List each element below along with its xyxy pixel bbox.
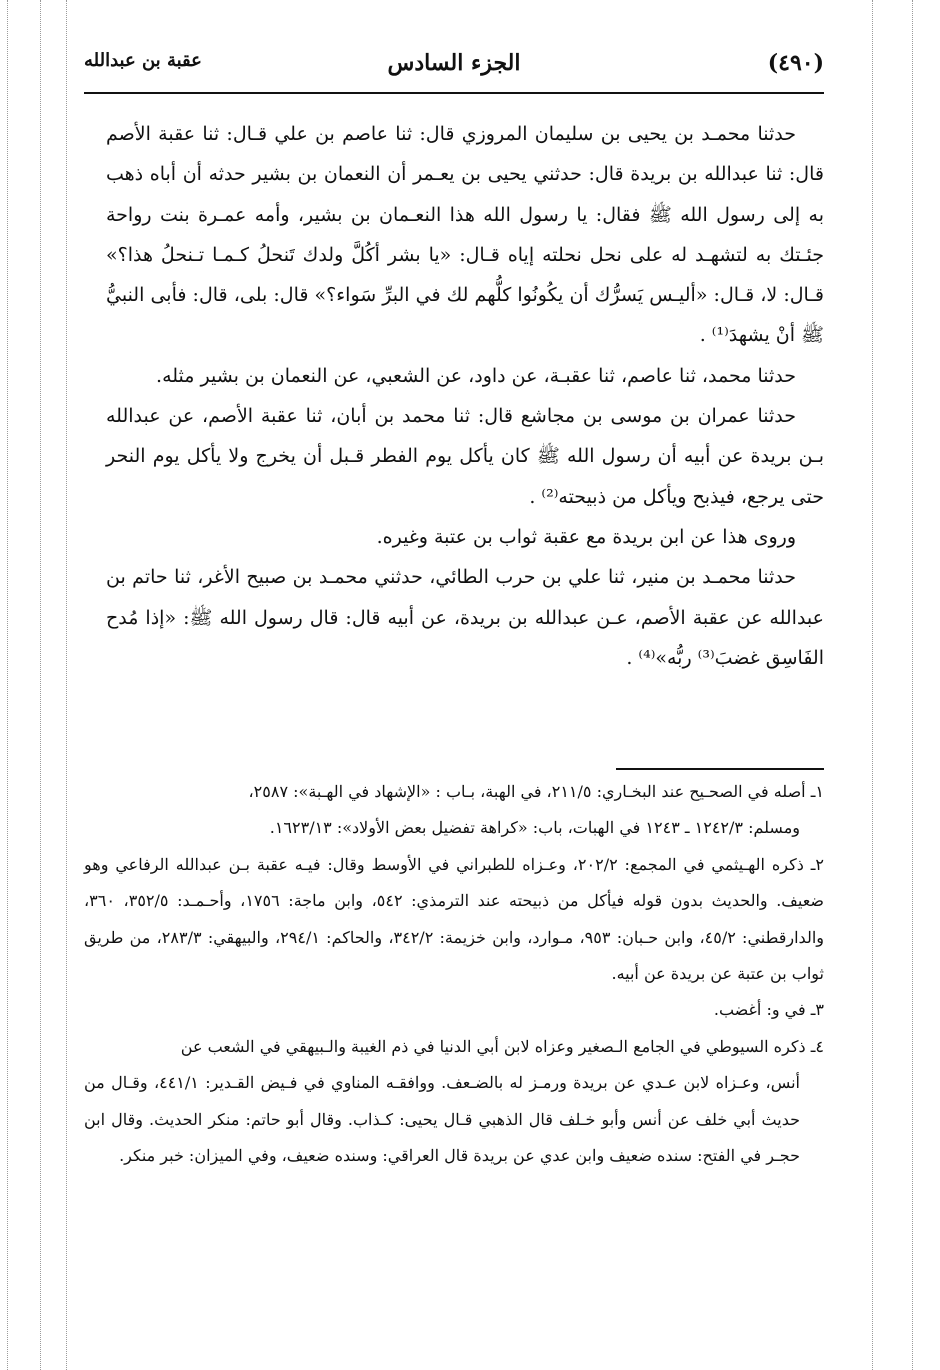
footnote-4-line-1: ٤ـ ذكره السيوطي في الجامع الـصغير وعزاه لابن أبي الدنيا في ذم الغيبة والـبيهقي في الشعب عن <box>180 1036 824 1056</box>
header-rule <box>84 92 824 94</box>
footnotes <box>84 774 824 1174</box>
footnote-1-line-2: ومسلم: ١٢٤٢/٣ ـ ١٢٤٣ في الهبات، باب: «كراهة تفضيل بعض الأولاد»: ١٦٢٣/١٣. <box>269 818 800 838</box>
margin-guide-line <box>872 0 873 1370</box>
paragraph: حدثنا محمد، ثنا عاصم، ثنا عقبـة، عن داود، عن الشعبي، عن النعمان بن بشير مثله. <box>156 364 796 387</box>
chapter-title: عقبة بن عبدالله <box>84 50 202 71</box>
margin-guide-line <box>7 0 8 1370</box>
margin-guide-line <box>912 0 913 1370</box>
paragraph: وروى هذا عن ابن بريدة مع عقبة ثواب بن عتبة وغيره. <box>376 525 796 548</box>
paragraph: حدثنا محمـد بن منير، ثنا علي بن حرب الطائي، حدثني محمـد بن صبيح الأغر، ثنا حاتم بن عبدالله عن عقبة الأصم، عـن عبدالله بن بريدة، عن أبيه قال: قال رسول الله ﷺ: «إذا مُدح الفَاسِق غضبَ⁽³⁾ ربُّه»⁽⁴⁾ . <box>106 566 824 669</box>
page-number: (٤٩٠) <box>767 50 824 76</box>
footnote-separator <box>616 768 824 770</box>
paragraph: حدثنا محمـد بن يحيى بن سليمان المروزي قال: ثنا عاصم بن علي قـال: ثنا عقبة الأصم قال: ثنا عبدالله بن بريدة قال: حدثني يحيى بن يعـمر أن النعمان بن بشير حدثه أن أباه ذهب به إلى رسول الله ﷺ فقال: يا رسول الله هذا النعـمان بن بشير، وأمه عمـرة بنت رواحة جئـتك به لتشهـد له على نحل نحلته إياه قـال: «يا بشر أكُلَّ ولدك تَنحلُ كـمـا تـنحلُ هذا؟» قـال: لا، قـال: «أليـس يَسرُّك أن يكُونُوا كلُّهم لك في البرِّ سَواء؟» قال: بلى، قال: فأبى النبيُّ ﷺ أنْ يشهدَ⁽¹⁾ . <box>106 123 824 347</box>
footnote-2: ٢ـ ذكره الهـيثمي في المجمع: ٢٠٢/٢، وعـزاه للطبراني في الأوسط وقال: فيـه عقبة بـن عبدالله الرفاعي وهو ضعيف. والحديث بدون قوله فيأكل من ذبيحته عند الترمذي: ٥٤٢، وابن ماجة: ١٧٥٦، وأحـمـد: ٣٥٢/٥، ٣٦٠، والدارقطني: ٤٥/٢، وابن حـبان: ٩٥٣، مـوارد، وابن خزيمة: ٣٤٢/٢، والحاكم: ٢٩٤/١، والبيهقي: ٢٨٣/٣، من طريق ثواب بن عتبة عن بريدة عن أبيه. <box>84 854 825 984</box>
footnote-3: ٣ـ في و: أغضب. <box>713 1000 824 1020</box>
margin-guide-line <box>40 0 41 1370</box>
footnote-1-line-1: ١ـ أصله في الصحـيح عند البخـاري: ٢١١/٥، في الهبة، بـاب : «الإشهاد في الهـبة»: ٢٥٨٧، <box>248 782 824 801</box>
footnote-4-body: أنس، وعـزاه لابن عـدي عن بريدة ورمـز له بالضـعف. ووافقـه المناوي في فـيض القـدير: ٤٤١/١، وقـال من حديث أبي خلف عن أنس وأبو خـلف قال الذهبي قـال يحيى: كـذاب. وقال أبو حاتم: منكر الحديث. وقال ابن حجـر في الفتح: سنده ضعيف وابن عدي عن بريدة قال العراقي: وسنده ضعيف، وفي الميزان: خبر منكر. <box>84 1073 800 1166</box>
margin-guide-line <box>66 0 67 1370</box>
paragraph: حدثنا عمران بن موسى بن مجاشع قال: ثنا محمد بن أبان، ثنا عقبة الأصم، عن عبدالله بـن بريدة عن أبيه أن رسول الله ﷺ كان يأكل يوم الفطر قـبل أن يخرج ولا يأكل يوم النحر حتى يرجع، فيذبح ويأكل من ذبيحته⁽²⁾ . <box>106 405 824 508</box>
running-header <box>84 50 824 96</box>
main-text <box>106 114 824 678</box>
part-title: الجزء السادس <box>387 50 521 76</box>
